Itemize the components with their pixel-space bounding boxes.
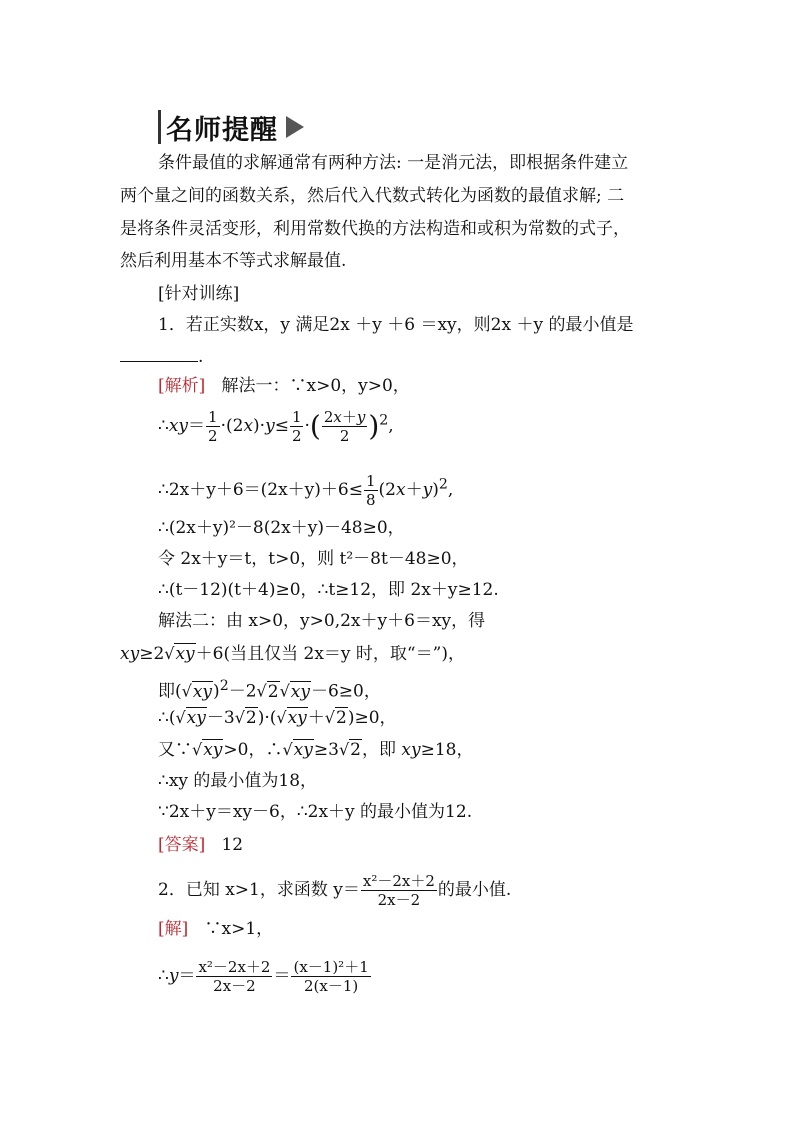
q1-step-11: ∴xy 的最小值为18， xyxy=(158,771,318,791)
q1-step-1: ∴xy＝ $\frac{1}{2}$ ·(2x)·y≤ $\frac{1}{2}$ ·( $\frac{2x+y}{2}$ )$^2$, xyxy=(158,408,394,445)
q1-answer-line xyxy=(158,834,243,856)
q1-step-9: ∴(√xy－3√2)·(√xy＋√2)≥0， xyxy=(158,708,397,728)
q1-analysis-line xyxy=(158,375,410,397)
tip-line-4: 然后利用基本不等式求解最值. xyxy=(120,251,347,271)
answer-value: 12 xyxy=(221,835,244,855)
q1-step-2: ∴2x＋y＋6＝(2x＋y)＋6≤ $\frac{1}{8}$ $(2x+y)^2$, xyxy=(158,472,454,509)
analysis-tag: [解析] xyxy=(158,376,206,396)
answer-blank xyxy=(120,347,198,362)
q1-step-5: ∴(t－12)(t＋4)≥0，∴t≥12，即 2x＋y≥12. xyxy=(158,580,499,600)
tip-line-1: 条件最值的求解通常有两种方法: 一是消元法，即根据条件建立 xyxy=(158,153,629,173)
q1-step-7: xy≥2√xy＋6(当且仅当 2x＝y 时，取“＝”)， xyxy=(120,644,465,664)
q2-stem: 2．已知 x>1，求函数 y＝ $\frac{\text{x²－2x＋2}}{2x-2}$ 的最小值. xyxy=(158,872,512,909)
triangle-icon xyxy=(286,116,304,138)
training-label: [针对训练] xyxy=(158,284,240,304)
section-heading xyxy=(158,108,304,146)
q1-step-8: 即$(√xy)^2-2√2√xy-6\ge 0$， xyxy=(158,678,381,702)
q1-method-2: 解法二：由 x>0，y>0,2x＋y＋6＝xy，得 xyxy=(158,611,486,631)
q2-solution-line: [解] ∵x>1， xyxy=(158,919,274,939)
heading-title: 名师提醒 xyxy=(166,114,278,146)
heading-bar xyxy=(158,110,161,144)
tip-line-3: 是将条件灵活变形，利用常数代换的方法构造和或积为常数的式子， xyxy=(120,219,630,239)
q1-step-12: ∵2x＋y＝xy－6，∴2x＋y 的最小值为12. xyxy=(158,802,473,822)
solution-tag: [解] xyxy=(158,919,189,939)
q1-step-10: 又∵√xy>0，∴√xy≥3√2，即 xy≥18， xyxy=(158,740,474,760)
q2-step-1: ∴y＝ $\frac{\text{x²－2x＋2}}{2x-2}$ ＝ $\frac{\text{(x－1)²＋1}}{2(x-1)}$ xyxy=(158,958,369,995)
q1-blank-line: . xyxy=(120,346,203,368)
answer-tag: [答案] xyxy=(158,835,206,855)
tip-line-2: 两个量之间的函数关系，然后代入代数式转化为函数的最值求解; 二 xyxy=(120,186,625,206)
q1-stem: 1．若正实数x，y 满足2x ＋y ＋6 ＝xy，则2x ＋y 的最小值是 xyxy=(158,315,634,335)
q1-step-4: 令 2x＋y＝t，t>0，则 t²－8t－48≥0， xyxy=(158,549,469,569)
method1-text: 解法一：∵x>0，y>0， xyxy=(221,376,410,396)
q1-step-3: ∴(2x＋y)²－8(2x＋y)－48≥0， xyxy=(158,518,405,538)
